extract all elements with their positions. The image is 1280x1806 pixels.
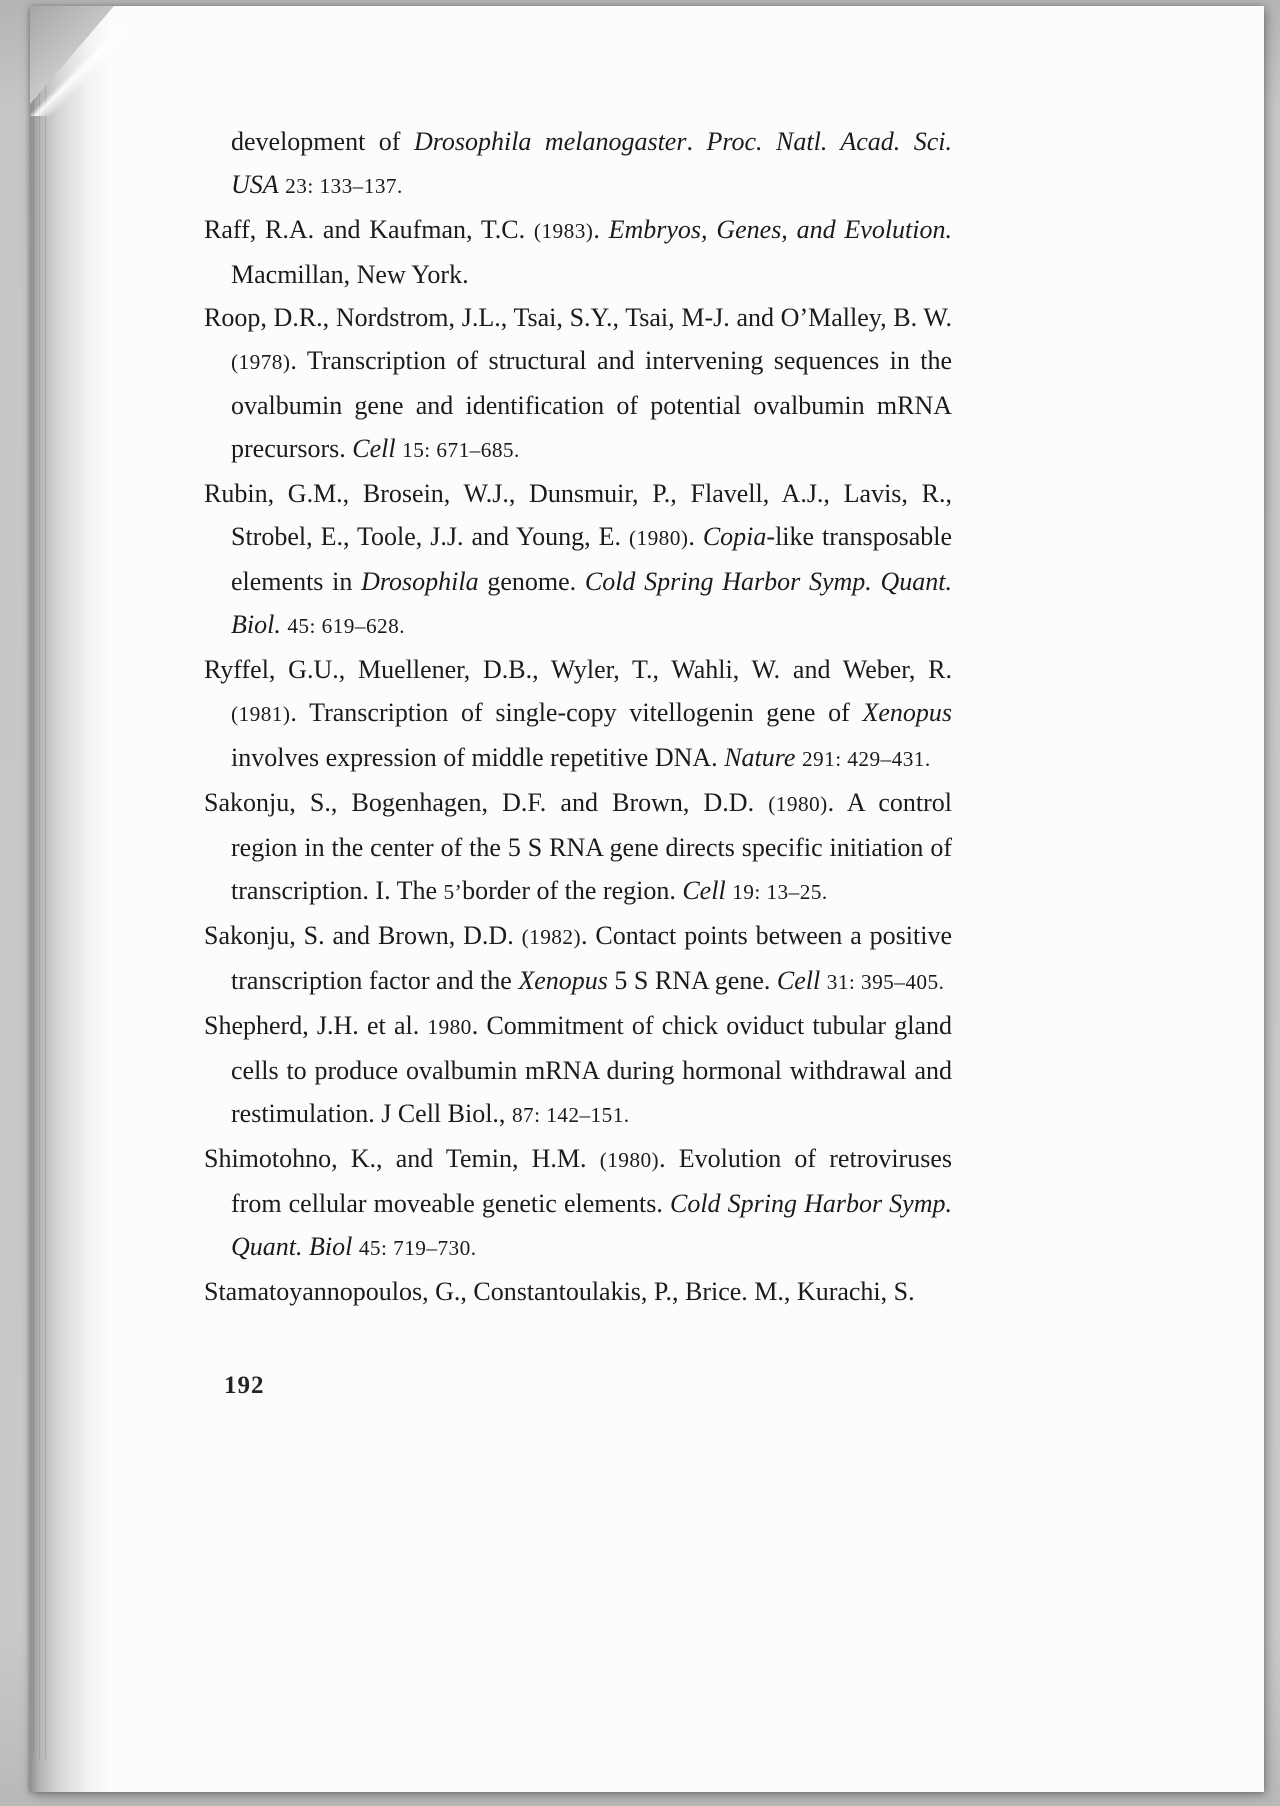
text-segment: 87: 142–151. bbox=[511, 1103, 630, 1127]
text-segment: Copia bbox=[702, 522, 767, 551]
text-segment: Drosophila melanogaster bbox=[413, 127, 687, 156]
reference-entry bbox=[204, 1270, 952, 1313]
text-segment: Macmillan, New York. bbox=[231, 260, 469, 289]
text-segment: Sakonju, S., Bogenhagen, D.F. and Brown, D.D. bbox=[204, 788, 769, 817]
page-stack-lines bbox=[33, 60, 51, 1760]
text-segment: Rubin, G.M., Brosein, W.J., Dunsmuir, P., Flavell, A.J., Lavis, R., Strobel, E., Toole, J.J. and Young, E. bbox=[204, 479, 952, 551]
reference-entry bbox=[204, 648, 952, 781]
text-segment: (1980) bbox=[628, 526, 689, 550]
text-segment: -like transposable elements in bbox=[231, 522, 952, 596]
text-segment: 45: 719–730. bbox=[358, 1236, 477, 1260]
reference-entry bbox=[204, 914, 952, 1004]
reference-entry bbox=[204, 781, 952, 914]
text-segment: Ryffel, G.U., Muellener, D.B., Wyler, T., Wahli, W. and Weber, R. bbox=[204, 655, 952, 684]
text-segment: 45: 619–628. bbox=[287, 614, 405, 638]
text-segment: Nature bbox=[724, 743, 796, 772]
text-segment: 5’ bbox=[443, 880, 463, 904]
text-segment: Cell bbox=[776, 966, 821, 995]
reference-entry bbox=[204, 472, 952, 648]
text-segment: . bbox=[688, 522, 703, 551]
text-segment: 291: 429–431. bbox=[801, 747, 931, 771]
text-segment: . Evolution of retroviruses from cellular moveable genetic elements. bbox=[231, 1144, 952, 1218]
text-segment: involves expression of middle repetitive DNA. bbox=[231, 743, 725, 772]
text-segment: Shimotohno, K., and Temin, H.M. bbox=[204, 1144, 600, 1173]
text-segment: (1982) bbox=[521, 925, 581, 949]
reference-entry bbox=[204, 296, 952, 472]
text-segment: 19: 13–25. bbox=[732, 880, 828, 904]
text-segment: . bbox=[593, 215, 609, 244]
text-segment: Cold Spring Harbor Symp. Quant. Biol. bbox=[231, 567, 952, 639]
text-segment: . A control region in the center of the 5 S RNA gene directs specific initiation of transcription. I. The bbox=[231, 788, 952, 905]
text-segment: 23: 133–137. bbox=[285, 174, 403, 198]
text-segment: (1980) bbox=[768, 792, 828, 816]
reference-entry bbox=[204, 120, 952, 208]
text-segment: (1980) bbox=[599, 1148, 660, 1172]
text-segment: Stamatoyannopoulos, G., Constantoulakis, P., Brice. M., Kurachi, S. bbox=[204, 1277, 915, 1306]
text-segment: . Transcription of single-copy vitellogenin gene of bbox=[290, 698, 863, 727]
text-segment: Xenopus bbox=[518, 966, 608, 995]
text-segment: Embryos, Genes, and Evolution. bbox=[608, 215, 952, 244]
reference-entry bbox=[204, 208, 952, 296]
text-segment: Proc. Natl. Acad. Sci. USA bbox=[231, 127, 953, 199]
text-segment: (1978) bbox=[231, 350, 291, 374]
text-segment: 1980 bbox=[427, 1015, 472, 1039]
text-segment: . Transcription of structural and intervening sequences in the ovalbumin gene and identification of potential ovalbumin mRNA precursors. bbox=[231, 346, 952, 463]
page-number: 192 bbox=[224, 1372, 265, 1399]
text-segment: 15: 671–685. bbox=[402, 438, 520, 462]
text-segment: Cold Spring Harbor Symp. Quant. Biol bbox=[231, 1189, 952, 1261]
reference-entry bbox=[204, 1004, 952, 1137]
text-segment: Roop, D.R., Nordstrom, J.L., Tsai, S.Y., Tsai, M-J. and O’Malley, B. W. bbox=[204, 303, 952, 332]
text-segment: 5 S RNA gene. bbox=[607, 966, 777, 995]
text-segment: . Contact points between a positive transcription factor and the bbox=[231, 921, 952, 995]
text-segment: . Commitment of chick oviduct tubular gland cells to produce ovalbumin mRNA during hormonal withdrawal and restimulation. J Cell Biol., bbox=[231, 1011, 952, 1128]
text-segment: (1983) bbox=[533, 219, 594, 243]
text-segment: 31: 395–405. bbox=[826, 970, 945, 994]
text-segment: Cell bbox=[682, 876, 726, 905]
text-segment: Raff, R.A. and Kaufman, T.C. bbox=[204, 215, 534, 244]
text-segment: . bbox=[686, 127, 707, 156]
text-segment: (1981) bbox=[231, 702, 291, 726]
text-segment: Xenopus bbox=[862, 698, 952, 727]
text-segment: Drosophila bbox=[361, 567, 479, 596]
text-segment: border of the region. bbox=[462, 876, 683, 905]
references-list bbox=[204, 120, 952, 1313]
text-segment: Sakonju, S. and Brown, D.D. bbox=[204, 921, 522, 950]
reference-entry bbox=[204, 1137, 952, 1270]
text-segment: genome. bbox=[478, 567, 585, 596]
text-segment: development of bbox=[231, 127, 414, 156]
text-segment: Cell bbox=[352, 434, 396, 463]
text-segment: Shepherd, J.H. et al. bbox=[204, 1011, 428, 1040]
